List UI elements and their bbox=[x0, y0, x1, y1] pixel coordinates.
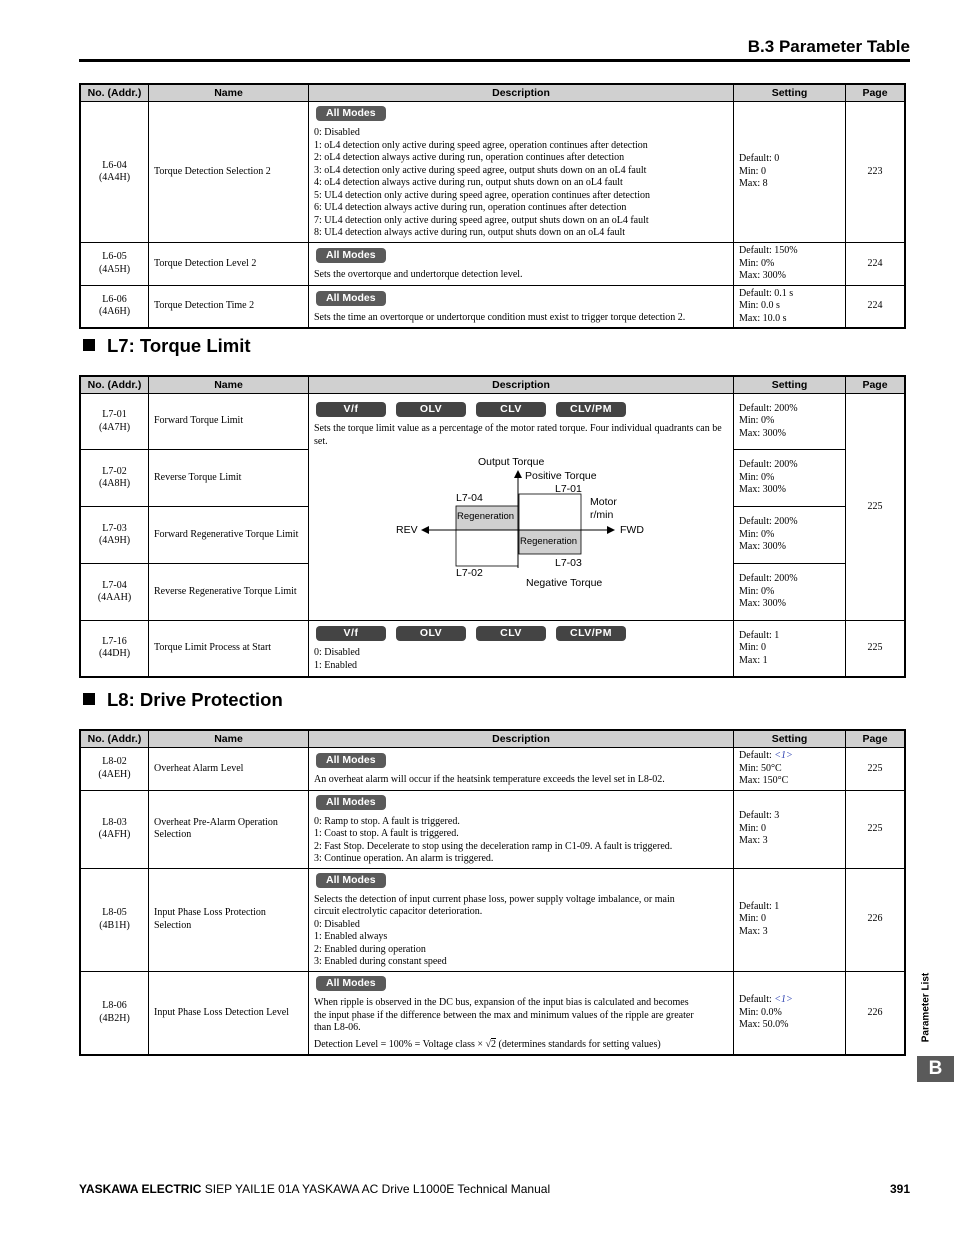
param-name: Reverse Torque Limit bbox=[149, 450, 309, 507]
col-no: No. (Addr.) bbox=[80, 84, 149, 102]
param-desc: All Modes Sets the time an overtorque or undertorque condition must exist to trigger torque detection 2. bbox=[309, 285, 734, 328]
col-page: Page bbox=[846, 730, 906, 748]
param-desc bbox=[309, 394, 734, 621]
col-page: Page bbox=[846, 84, 906, 102]
all-modes-badge: All Modes bbox=[316, 753, 386, 768]
clv-badge: CLV bbox=[476, 626, 546, 641]
param-page: 225 bbox=[846, 621, 906, 677]
sqrt-icon: √ bbox=[485, 1038, 492, 1050]
clvpm-badge: CLV/PM bbox=[556, 626, 626, 641]
table-row bbox=[80, 102, 905, 243]
param-setting: Default: 150% Min: 0% Max: 300% bbox=[734, 243, 846, 286]
param-setting: Default: 200% Min: 0% Max: 300% bbox=[734, 450, 846, 507]
param-name: Torque Detection Time 2 bbox=[149, 285, 309, 328]
param-no: L6-06 (4A6H) bbox=[80, 285, 149, 328]
header-rule bbox=[79, 59, 910, 62]
table-row bbox=[80, 790, 905, 868]
param-name: Reverse Regenerative Torque Limit bbox=[149, 564, 309, 621]
col-setting: Setting bbox=[734, 84, 846, 102]
param-page: 225 bbox=[846, 790, 906, 868]
param-no: L8-06 (4B2H) bbox=[80, 971, 149, 1055]
param-page: 224 bbox=[846, 243, 906, 286]
param-no: L8-02 (4AEH) bbox=[80, 748, 149, 791]
l702-label: L7-02 bbox=[456, 567, 483, 579]
param-name: Forward Regenerative Torque Limit bbox=[149, 507, 309, 564]
vf-badge: V/f bbox=[316, 402, 386, 417]
page-header-title: B.3 Parameter Table bbox=[747, 37, 910, 56]
param-name: Input Phase Loss Protection Selection bbox=[149, 868, 309, 971]
param-desc: All Modes When ripple is observed in the DC bus, expansion of the input bias is calculated and becomes the input phase if the difference between the max and minimum values of the ripple are greater than L8-06. Detection Level = 100% = Voltage class × √2 (determines standards for setting values) bbox=[309, 971, 734, 1055]
param-setting: Default: 0.1 s Min: 0.0 s Max: 10.0 s bbox=[734, 285, 846, 328]
chapter-tab[interactable]: B bbox=[917, 1056, 954, 1082]
section-heading-l8: L8: Drive Protection bbox=[83, 689, 283, 711]
l703-label: L7-03 bbox=[555, 557, 582, 569]
footnote-ref: <1> bbox=[774, 750, 793, 761]
param-no: L8-05 (4B1H) bbox=[80, 868, 149, 971]
col-no: No. (Addr.) bbox=[80, 730, 149, 748]
negative-torque-label: Negative Torque bbox=[526, 577, 603, 589]
param-name: Input Phase Loss Detection Level bbox=[149, 971, 309, 1055]
param-no: L7-02 (4A8H) bbox=[80, 450, 149, 507]
vf-badge: V/f bbox=[316, 626, 386, 641]
footer-brand: YASKAWA ELECTRIC bbox=[79, 1182, 202, 1196]
param-desc: All Modes Selects the detection of input current phase loss, power supply voltage imbalance, or main circuit electrolytic capacitor deterioration. 0: Disabled 1: Enabled always 2: Enabled during operation 3: Enabled during constant speed bbox=[309, 868, 734, 971]
param-page: 224 bbox=[846, 285, 906, 328]
all-modes-badge: All Modes bbox=[316, 248, 386, 263]
param-desc: V/f OLV CLV CLV/PM 0: Disabled 1: Enabled bbox=[309, 621, 734, 677]
l704-label: L7-04 bbox=[456, 492, 483, 504]
param-setting: Default: 1 Min: 0 Max: 3 bbox=[734, 868, 846, 971]
param-no: L7-04 (4AAH) bbox=[80, 564, 149, 621]
torque-quadrant-diagram bbox=[314, 448, 728, 598]
col-setting: Setting bbox=[734, 730, 846, 748]
param-setting: Default: 200% Min: 0% Max: 300% bbox=[734, 394, 846, 450]
table-row bbox=[80, 285, 905, 328]
col-desc: Description bbox=[309, 376, 734, 394]
footer-doc-title: YASKAWA ELECTRIC SIEP YAIL1E 01A YASKAWA AC Drive L1000E Technical Manual bbox=[79, 1182, 551, 1196]
col-setting: Setting bbox=[734, 376, 846, 394]
clvpm-badge: CLV/PM bbox=[556, 402, 626, 417]
page-number: 391 bbox=[889, 1182, 910, 1196]
quadrant-axes bbox=[314, 448, 728, 598]
param-setting: Default: 200% Min: 0% Max: 300% bbox=[734, 507, 846, 564]
footnote-ref: <1> bbox=[774, 994, 793, 1005]
detection-formula: Detection Level = 100% = Voltage class × √2 (determines standards for setting values) bbox=[314, 1038, 661, 1050]
regen-label-left: Regeneration bbox=[457, 511, 515, 522]
torque-limit-desc: Sets the torque limit value as a percentage of the motor rated torque. Four individual quadrants can be set. bbox=[314, 423, 722, 447]
param-no: L8-03 (4AFH) bbox=[80, 790, 149, 868]
all-modes-badge: All Modes bbox=[316, 291, 386, 306]
col-name: Name bbox=[149, 84, 309, 102]
param-setting: Default: 1 Min: 0 Max: 1 bbox=[734, 621, 846, 677]
side-tab-label: Parameter List bbox=[920, 972, 932, 1043]
param-no: L7-16 (44DH) bbox=[80, 621, 149, 677]
table-row bbox=[80, 971, 905, 1055]
l701-label: L7-01 bbox=[555, 483, 582, 495]
param-page: 225 bbox=[846, 394, 906, 621]
param-name: Overheat Alarm Level bbox=[149, 748, 309, 791]
l6-parameter-table bbox=[79, 83, 906, 329]
param-no: L6-05 (4A5H) bbox=[80, 243, 149, 286]
table-row bbox=[80, 394, 905, 450]
param-name: Forward Torque Limit bbox=[149, 394, 309, 450]
param-setting: Default: 3 Min: 0 Max: 3 bbox=[734, 790, 846, 868]
param-name: Torque Detection Selection 2 bbox=[149, 102, 309, 243]
square-bullet-icon bbox=[83, 339, 95, 351]
fwd-label: FWD bbox=[620, 524, 644, 536]
olv-badge: OLV bbox=[396, 626, 466, 641]
param-name: Overheat Pre-Alarm Operation Selection bbox=[149, 790, 309, 868]
param-setting: Default: <1> Min: 0.0% Max: 50.0% bbox=[734, 971, 846, 1055]
rev-label: REV bbox=[396, 524, 418, 536]
rmin-label: r/min bbox=[590, 509, 614, 521]
param-name: Torque Detection Level 2 bbox=[149, 243, 309, 286]
all-modes-badge: All Modes bbox=[316, 795, 386, 810]
l8-parameter-table bbox=[79, 729, 906, 1056]
param-no: L7-01 (4A7H) bbox=[80, 394, 149, 450]
param-name: Torque Limit Process at Start bbox=[149, 621, 309, 677]
col-name: Name bbox=[149, 376, 309, 394]
clv-badge: CLV bbox=[476, 402, 546, 417]
olv-badge: OLV bbox=[396, 402, 466, 417]
param-page: 225 bbox=[846, 748, 906, 791]
col-desc: Description bbox=[309, 730, 734, 748]
table-row bbox=[80, 868, 905, 971]
param-page: 226 bbox=[846, 868, 906, 971]
param-setting: Default: 0 Min: 0 Max: 8 bbox=[734, 102, 846, 243]
col-name: Name bbox=[149, 730, 309, 748]
param-desc: All Modes 0: Disabled 1: oL4 detection only active during speed agree, operation continues after detection 2: oL4 detection always active during run, operation continues after detection 3: oL4 detection only active during speed agree, output shuts down on an oL4 fault 4: oL4 detection always active during run, output shuts down on an oL4 fault 5: UL4 detection only active during speed agree, operation continues after detection 6: UL4 detection always active during run, operation continues after detection 7: UL4 detection only active during speed agree, output shuts down on an oL4 fault 8: UL4 detection always active during run, output shuts down on an oL4 fault bbox=[309, 102, 734, 243]
l7-parameter-table bbox=[79, 375, 906, 678]
param-desc: All Modes 0: Ramp to stop. A fault is triggered. 1: Coast to stop. A fault is triggered. 2: Fast Stop. Decelerate to stop using the deceleration ramp in C1-09. A fault is triggered. 3: Continue operation. An alarm is triggered. bbox=[309, 790, 734, 868]
param-setting: Default: <1> Min: 50°C Max: 150°C bbox=[734, 748, 846, 791]
param-no: L7-03 (4A9H) bbox=[80, 507, 149, 564]
param-setting: Default: 200% Min: 0% Max: 300% bbox=[734, 564, 846, 621]
param-page: 223 bbox=[846, 102, 906, 243]
section-heading-l7: L7: Torque Limit bbox=[83, 335, 251, 357]
regen-label-right: Regeneration bbox=[520, 536, 578, 547]
col-no: No. (Addr.) bbox=[80, 376, 149, 394]
col-desc: Description bbox=[309, 84, 734, 102]
param-no: L6-04 (4A4H) bbox=[80, 102, 149, 243]
square-bullet-icon bbox=[83, 693, 95, 705]
all-modes-badge: All Modes bbox=[316, 976, 386, 991]
output-torque-label: Output Torque bbox=[478, 456, 545, 468]
param-page: 226 bbox=[846, 971, 906, 1055]
col-page: Page bbox=[846, 376, 906, 394]
param-desc: All Modes An overheat alarm will occur if the heatsink temperature exceeds the level set in L8-02. bbox=[309, 748, 734, 791]
all-modes-badge: All Modes bbox=[316, 106, 386, 121]
all-modes-badge: All Modes bbox=[316, 873, 386, 888]
table-row bbox=[80, 621, 905, 677]
param-desc: All Modes Sets the overtorque and undertorque detection level. bbox=[309, 243, 734, 286]
table-row bbox=[80, 748, 905, 791]
table-row bbox=[80, 243, 905, 286]
positive-torque-label: Positive Torque bbox=[525, 470, 597, 482]
motor-label: Motor bbox=[590, 496, 617, 508]
